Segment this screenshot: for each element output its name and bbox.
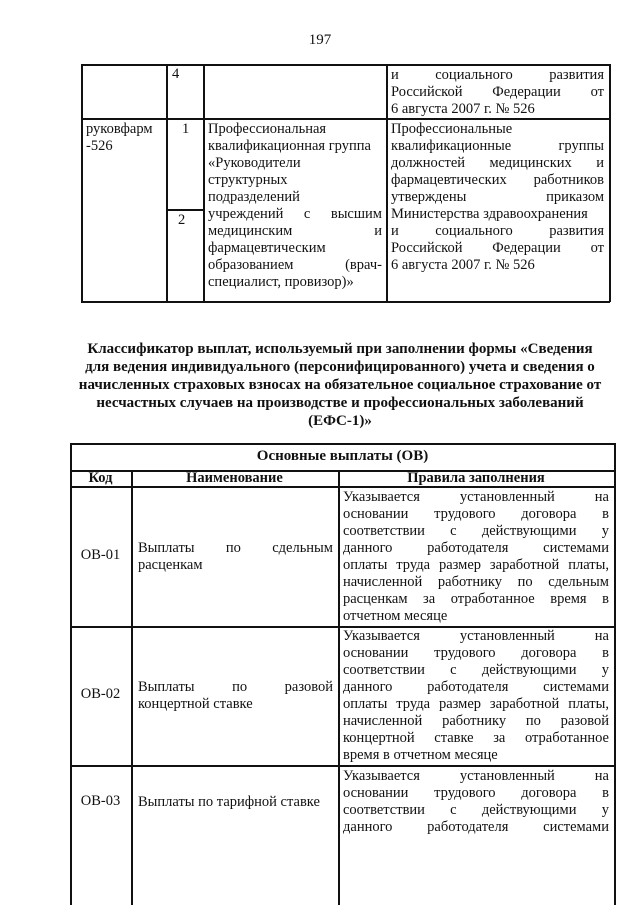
row-rules: Указывается установленный на основании трудового договора в соответствии с действующими у данного работодателя системами оплаты труда размер заработной платы, начисленной работнику по разовой концертной ставке за отработанное время в отчетном месяце — [343, 628, 609, 763]
page-number: 197 — [308, 32, 332, 48]
row-code: ОВ-01 — [80, 547, 121, 563]
top-row-b-document: Профессиональные квалификационные группы должностей медицинских и фармацевтических работников утверждены приказом Министерства здравоохранения и социального развития Российской Федерации от 6 августа 2007 г. № 526 — [391, 121, 604, 273]
top-row-a-document: и социального развития Российской Федерации от 6 августа 2007 г. № 526 — [391, 67, 604, 117]
top-row-a-number: 4 — [172, 66, 180, 82]
row-name: Выплаты по сдельным расценкам — [138, 540, 333, 573]
column-header-name: Наименование — [186, 470, 283, 486]
row-name: Выплаты по тарифной ставке — [138, 794, 320, 810]
column-header-code: Код — [88, 470, 113, 486]
classifier-heading: Классификатор выплат, используемый при заполнении формы «Сведения для ведения индивидуального (персонифицированного) учета и сведения о начисленных страховых взносах на обязательное социальное страхование от несчастных случаев на производстве и профессиональных заболеваний (ЕФС-1)» — [78, 341, 602, 429]
row-code: ОВ-02 — [80, 686, 121, 702]
section-title: Основные выплаты (ОВ) — [256, 448, 429, 464]
top-row-b-name: Профессиональная квалификационная группа «Руководители структурных подразделений учреждений с высшим медицинским и фармацевтическим образованием (врач- специалист, провизор)» — [208, 121, 382, 290]
top-row-b-code: руковфарм -526 — [86, 121, 153, 154]
row-code: ОВ-03 — [80, 793, 121, 809]
top-row-b-number-1: 1 — [182, 121, 190, 137]
row-rules: Указывается установленный на основании трудового договора в соответствии с действующими у данного работодателя системами оплаты труда размер заработной платы, начисленной работнику по сдельным расценкам за отработанное время в отчетном месяце — [343, 489, 609, 624]
top-row-b-number-2: 2 — [178, 212, 186, 228]
row-name: Выплаты по разовой концертной ставке — [138, 679, 333, 712]
column-header-rules: Правила заполнения — [407, 470, 545, 486]
row-rules: Указывается установленный на основании трудового договора в соответствии с действующими у данного работодателя системами — [343, 768, 609, 835]
